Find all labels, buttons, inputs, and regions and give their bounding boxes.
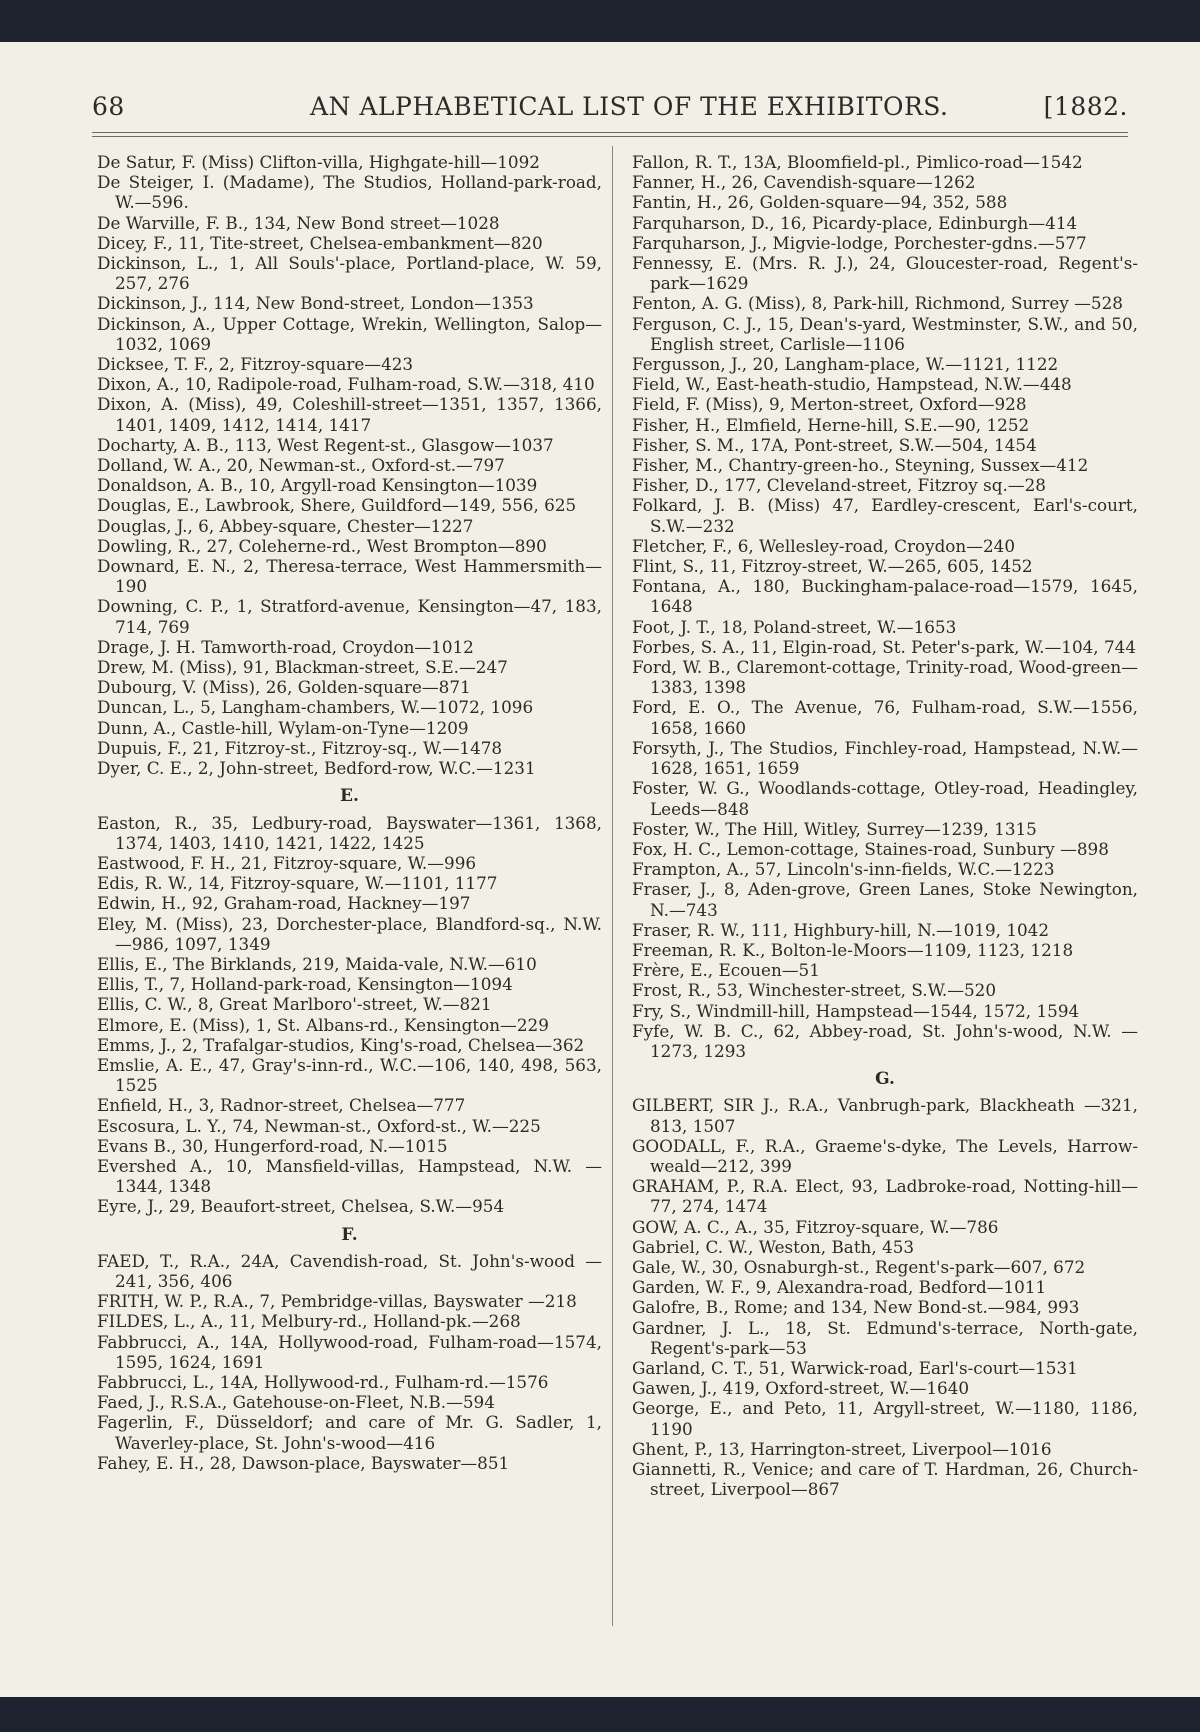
exhibitor-entry: Ford, E. O., The Avenue, 76, Fulham-road, S.W.—1556, 1658, 1660 [632,697,1138,738]
exhibitor-entry: Ford, W. B., Claremont-cottage, Trinity-road, Wood-green—1383, 1398 [632,657,1138,698]
exhibitor-entry: Dickinson, L., 1, All Souls'-place, Portland-place, W. 59, 257, 276 [97,253,602,294]
exhibitor-entry: Dixon, A. (Miss), 49, Coleshill-street—1351, 1357, 1366, 1401, 1409, 1412, 1414, 1417 [97,394,602,435]
exhibitor-entry: Galofre, B., Rome; and 134, New Bond-st.—984, 993 [632,1297,1080,1318]
exhibitor-entry: Edis, R. W., 14, Fitzroy-square, W.—1101, 1177 [97,873,498,894]
exhibitor-entry: Fagerlin, F., Düsseldorf; and care of Mr. G. Sadler, 1, Waverley-place, St. John's-wood—416 [97,1412,602,1453]
exhibitor-entry: Dickinson, J., 114, New Bond-street, London—1353 [97,293,534,314]
section-heading-g: G. [875,1069,895,1090]
header-rule-bottom [92,136,1128,137]
exhibitor-entry: Gawen, J., 419, Oxford-street, W.—1640 [632,1378,970,1399]
exhibitor-entry: Fisher, M., Chantry-green-ho., Steyning, Sussex—412 [632,455,1089,476]
section-d-list [97,152,602,778]
exhibitor-entry: Fabbrucci, L., 14A, Hollywood-rd., Fulham-rd.—1576 [97,1371,549,1392]
exhibitor-entry: Dowling, R., 27, Coleherne-rd., West Brompton—890 [97,535,547,556]
exhibitor-entry: Douglas, J., 6, Abbey-square, Chester—1227 [97,515,474,536]
exhibitor-entry: GOODALL, F., R.A., Graeme's-dyke, The Levels, Harrow-weald—212, 399 [632,1135,1138,1176]
exhibitor-entry: Field, F. (Miss), 9, Merton-street, Oxford—928 [632,394,1027,415]
exhibitor-entry: Docharty, A. B., 113, West Regent-st., Glasgow—1037 [97,434,554,455]
exhibitor-entry: Donaldson, A. B., 10, Argyll-road Kensington—1039 [97,475,538,496]
exhibitor-entry: Fraser, J., 8, Aden-grove, Green Lanes, Stoke Newington, N.—743 [632,879,1138,920]
exhibitor-entry: Drage, J. H. Tamworth-road, Croydon—1012 [97,636,474,657]
exhibitor-entry: De Steiger, I. (Madame), The Studios, Holland-park-road, W.—596. [97,172,602,213]
exhibitor-entry: Edwin, H., 92, Graham-road, Hackney—197 [97,893,471,914]
exhibitor-entry: Ellis, E., The Birklands, 219, Maida-vale, N.W.—610 [97,953,537,974]
exhibitor-entry: GOW, A. C., A., 35, Fitzroy-square, W.—786 [632,1216,999,1237]
exhibitor-entry: Ellis, C. W., 8, Great Marlboro'-street, W.—821 [97,994,492,1015]
page-title: AN ALPHABETICAL LIST OF THE EXHIBITORS. [310,92,949,121]
exhibitor-entry: Douglas, E., Lawbrook, Shere, Guildford—149, 556, 625 [97,495,577,516]
exhibitor-entry: Ellis, T., 7, Holland-park-road, Kensington—1094 [97,974,513,995]
page-number: 68 [92,92,125,121]
exhibitor-entry: Fabbrucci, A., 14A, Hollywood-road, Fulham-road—1574, 1595, 1624, 1691 [97,1331,602,1372]
exhibitor-entry: Gardner, J. L., 18, St. Edmund's-terrace, North-gate, Regent's-park—53 [632,1317,1138,1358]
exhibitor-entry: Gabriel, C. W., Weston, Bath, 453 [632,1236,915,1257]
exhibitor-entry: Fisher, D., 177, Cleveland-street, Fitzroy sq.—28 [632,475,1046,496]
exhibitor-entry: Evershed A., 10, Mansfield-villas, Hampstead, N.W. —1344, 1348 [97,1155,602,1197]
exhibitor-entry: Field, W., East-heath-studio, Hampstead, N.W.—448 [632,374,1072,395]
exhibitor-entry: GRAHAM, P., R.A. Elect, 93, Ladbroke-road, Notting-hill—77, 274, 1474 [632,1176,1138,1217]
exhibitor-entry: Fallon, R. T., 13A, Bloomfield-pl., Pimlico-road—1542 [632,152,1083,172]
section-f-list [97,1251,602,1473]
exhibitor-entry: Fisher, S. M., 17A, Pont-street, S.W.—504, 1454 [632,434,1037,455]
exhibitor-entry: Eley, M. (Miss), 23, Dorchester-place, Blandford-sq., N.W.—986, 1097, 1349 [97,913,602,954]
exhibitor-entry: Freeman, R. K., Bolton-le-Moors—1109, 1123, 1218 [632,939,1074,960]
exhibitor-entry: Dolland, W. A., 20, Newman-st., Oxford-st.—797 [97,455,505,476]
exhibitor-entry: Downard, E. N., 2, Theresa-terrace, West Hammersmith—190 [97,556,602,597]
exhibitor-entry: Dunn, A., Castle-hill, Wylam-on-Tyne—1209 [97,717,469,738]
exhibitor-entry: Giannetti, R., Venice; and care of T. Hardman, 26, Church-street, Liverpool—867 [632,1459,1138,1500]
section-g-list [632,1095,1138,1499]
exhibitor-entry: Downing, C. P., 1, Stratford-avenue, Kensington—47, 183, 714, 769 [97,596,602,637]
exhibitor-entry: Faed, J., R.S.A., Gatehouse-on-Fleet, N.B.—594 [97,1392,495,1413]
exhibitor-entry: Fry, S., Windmill-hill, Hampstead—1544, 1572, 1594 [632,1000,1080,1021]
exhibitor-entry: Easton, R., 35, Ledbury-road, Bayswater—1361, 1368, 1374, 1403, 1410, 1421, 1422, 1425 [97,812,602,853]
exhibitor-entry: Flint, S., 11, Fitzroy-street, W.—265, 605, 1452 [632,556,1033,577]
exhibitor-entry: De Warville, F. B., 134, New Bond street—1028 [97,212,500,233]
exhibitor-entry: FILDES, L., A., 11, Melbury-rd., Holland-pk.—268 [97,1311,521,1332]
section-f-continued-list [632,152,1138,1061]
exhibitor-entry: Drew, M. (Miss), 91, Blackman-street, S.E.—247 [97,657,508,678]
exhibitor-entry: Frost, R., 53, Winchester-street, S.W.—520 [632,980,997,1001]
exhibitor-entry: Fanner, H., 26, Cavendish-square—1262 [632,172,976,193]
page-header [92,92,1128,126]
exhibitor-entry: Fletcher, F., 6, Wellesley-road, Croydon—240 [632,535,1016,556]
section-heading-f: F. [341,1224,358,1245]
column-divider [612,146,613,1626]
exhibitor-entry: Dubourg, V. (Miss), 26, Golden-square—871 [97,677,471,698]
left-column [97,152,602,1473]
section-e-list [97,813,602,1217]
exhibitor-entry: Ferguson, C. J., 15, Dean's-yard, Westminster, S.W., and 50, English street, Carlisle—1106 [632,313,1138,354]
section-heading-e: E. [340,786,359,807]
exhibitor-entry: Folkard, J. B. (Miss) 47, Eardley-crescent, Earl's-court, S.W.—232 [632,495,1138,536]
exhibitor-entry: Foot, J. T., 18, Poland-street, W.—1653 [632,616,957,637]
exhibitor-entry: Gale, W., 30, Osnaburgh-st., Regent's-park—607, 672 [632,1256,1086,1277]
exhibitor-entry: Escosura, L. Y., 74, Newman-st., Oxford-st., W.—225 [97,1115,541,1136]
exhibitor-entry: Fergusson, J., 20, Langham-place, W.—1121, 1122 [632,354,1059,375]
exhibitor-entry: Emslie, A. E., 47, Gray's-inn-rd., W.C.—106, 140, 498, 563, 1525 [97,1054,602,1096]
exhibitor-entry: Eastwood, F. H., 21, Fitzroy-square, W.—996 [97,852,477,873]
exhibitor-entry: Ghent, P., 13, Harrington-street, Liverpool—1016 [632,1438,1052,1459]
exhibitor-entry: De Satur, F. (Miss) Clifton-villa, Highgate-hill—1092 [97,152,540,172]
exhibitor-entry: Enfield, H., 3, Radnor-street, Chelsea—777 [97,1095,466,1116]
exhibitor-entry: Elmore, E. (Miss), 1, St. Albans-rd., Kensington—229 [97,1014,549,1035]
exhibitor-entry: Dicksee, T. F., 2, Fitzroy-square—423 [97,354,414,375]
exhibitor-entry: Dicey, F., 11, Tite-street, Chelsea-embankment—820 [97,232,543,253]
exhibitor-entry: Foster, W., The Hill, Witley, Surrey—1239, 1315 [632,818,1037,839]
exhibitor-entry: Fantin, H., 26, Golden-square—94, 352, 588 [632,192,1008,213]
exhibitor-entry: Frampton, A., 57, Lincoln's-inn-fields, W.C.—1223 [632,859,1055,880]
exhibitor-entry: Eyre, J., 29, Beaufort-street, Chelsea, S.W.—954 [97,1196,505,1217]
exhibitor-entry: Emms, J., 2, Trafalgar-studios, King's-road, Chelsea—362 [97,1034,585,1055]
exhibitor-entry: Fenton, A. G. (Miss), 8, Park-hill, Richmond, Surrey —528 [632,293,1123,314]
exhibitor-entry: George, E., and Peto, 11, Argyll-street, W.—1180, 1186, 1190 [632,1398,1138,1439]
exhibitor-entry: Dupuis, F., 21, Fitzroy-st., Fitzroy-sq., W.—1478 [97,737,503,758]
exhibitor-entry: Evans B., 30, Hungerford-road, N.—1015 [97,1135,448,1156]
exhibitor-entry: Dixon, A., 10, Radipole-road, Fulham-road, S.W.—318, 410 [97,374,595,395]
exhibitor-entry: Fontana, A., 180, Buckingham-palace-road—1579, 1645, 1648 [632,576,1138,617]
exhibitor-entry: Garland, C. T., 51, Warwick-road, Earl's-court—1531 [632,1357,1078,1378]
exhibitor-entry: Forsyth, J., The Studios, Finchley-road, Hampstead, N.W.—1628, 1651, 1659 [632,737,1138,779]
exhibitor-entry: Duncan, L., 5, Langham-chambers, W.—1072, 1096 [97,697,534,718]
exhibitor-entry: FAED, T., R.A., 24A, Cavendish-road, St. John's-wood —241, 356, 406 [97,1250,602,1291]
exhibitor-entry: Fox, H. C., Lemon-cottage, Staines-road, Sunbury —898 [632,838,1109,859]
right-column [632,152,1138,1499]
exhibitor-entry: Foster, W. G., Woodlands-cottage, Otley-road, Headingley, Leeds—848 [632,778,1138,819]
exhibitor-entry: Farquharson, J., Migvie-lodge, Porchester-gdns.—577 [632,232,1087,253]
exhibitor-entry: Fahey, E. H., 28, Dawson-place, Bayswater—851 [97,1452,510,1473]
exhibitor-entry: Frère, E., Ecouen—51 [632,960,820,981]
year-label: [1882. [1043,92,1128,121]
exhibitor-entry: Fisher, H., Elmfield, Herne-hill, S.E.—90, 1252 [632,414,1030,435]
exhibitor-entry: Forbes, S. A., 11, Elgin-road, St. Peter's-park, W.—104, 744 [632,636,1136,657]
exhibitor-entry: Farquharson, D., 16, Picardy-place, Edinburgh—414 [632,212,1078,233]
exhibitor-entry: Dickinson, A., Upper Cottage, Wrekin, Wellington, Salop—1032, 1069 [97,313,602,354]
exhibitor-entry: Fraser, R. W., 111, Highbury-hill, N.—1019, 1042 [632,919,1050,940]
exhibitor-entry: Fyfe, W. B. C., 62, Abbey-road, St. John's-wood, N.W. —1273, 1293 [632,1020,1138,1061]
exhibitor-entry: GILBERT, SIR J., R.A., Vanbrugh-park, Blackheath —321, 813, 1507 [632,1095,1138,1136]
exhibitor-entry: Fennessy, E. (Mrs. R. J.), 24, Gloucester-road, Regent's-park—1629 [632,253,1138,294]
header-rule-top [92,132,1128,133]
exhibitor-entry: FRITH, W. P., R.A., 7, Pembridge-villas, Bayswater —218 [97,1291,577,1312]
exhibitor-entry: Garden, W. F., 9, Alexandra-road, Bedford—1011 [632,1277,1047,1298]
exhibitor-entry: Dyer, C. E., 2, John-street, Bedford-row, W.C.—1231 [97,758,536,779]
